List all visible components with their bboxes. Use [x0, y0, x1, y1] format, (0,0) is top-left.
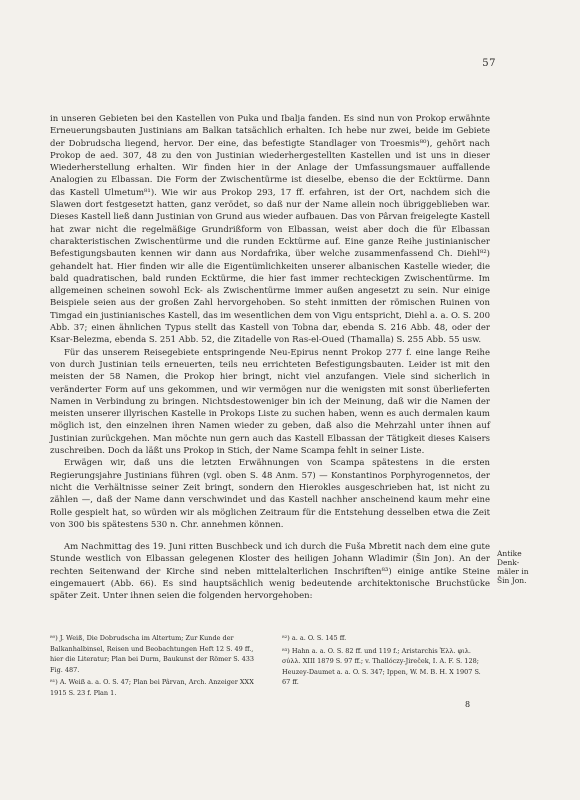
paragraph-2: Für das unserem Reisegebiete entspringende Neu-Epirus nennt Prokop 277 f. eine lange Reihe von durch Justinian teils erneuerten, teils neu errichteten Befestigungsbauten. Leider ist mit den meisten der 58 Namen, die Prokop hier bringt, nicht viel anzufangen. Viele sind sicherlich in veränderter Form auf uns gekommen, und wir vermögen nur die wenigsten mit sonst überlieferten Namen in Verbindung zu bringen. Nichtsdestoweniger bin ich der Meinung, daß wir die Namen der meisten unserer illyrischen Kastelle in Prokops Liste zu suchen haben, wenn es auch dermalen kaum möglich ist, den einzelnen ihren Namen wieder zu geben, daß also die Mehrzahl unter ihnen auf Justinian zurückgehen. Man möchte nun gern auch das Kastell Elbassan der Tätigkeit dieses Kaisers zuschreiben. Doch da läßt uns Prokop in Stich, der Name Scampa fehlt in seiner Liste. — [50, 347, 490, 457]
margin-note — [497, 549, 557, 585]
main-text — [50, 113, 490, 603]
margin-note-line: mäler in — [497, 567, 529, 576]
page-number: 57 — [482, 58, 496, 69]
footnotes-right-column — [282, 633, 487, 690]
margin-note-line: Antike — [497, 549, 522, 558]
margin-note-line: Denk- — [497, 558, 520, 567]
footnote-81: ⁸¹) A. Weiß a. a. O. S. 47; Plan bei Pârvan, Arch. Anzeiger XXX 1915 S. 23 f. Plan 1. — [50, 678, 254, 697]
margin-note-line: Šin Jon. — [497, 576, 527, 585]
footnote-83: ⁸³) Hahn a. a. O. S. 82 ff. und 119 f.; Aristarchis Ἑλλ. φιλ. σύλλ. XIII 1879 S. 97 ff.; v. Thallóczy-Jireček, I. A. F. S. 128; Heuzey-Daumet a. a. O. S. 347; Ippen, W. M. B. H. X 1907 S. 67 ff. — [282, 646, 481, 686]
sheet-number: 8 — [465, 700, 471, 709]
footnote-80: ⁸⁰) J. Weiß, Die Dobrudscha im Altertum; Zur Kunde der Balkanhalbinsel, Reisen und Beobachtungen Heft 12 S. 49 ff., hier die Literatur; Plan bei Durm, Baukunst der Römer S. 433 Fig. 487. — [50, 634, 255, 674]
footnote-82: ⁸²) a. a. O. S. 145 ff. — [282, 634, 347, 642]
paragraph-3: Erwägen wir, daß uns die letzten Erwähnungen von Scampa spätestens in die ersten Regierungsjahre Justinians führen (vgl. oben S. 48 Anm. 57) — Konstantinos Porphyrogennetos, der nicht die Verhältnisse seiner Zeit bringt, sondern den Hierokles ausgeschrieben hat, ist nicht zu zählen —, daß der Name dann verschwindet und das Kastell nachher anscheinend kaum mehr eine Rolle gespielt hat, so würden wir als möglichen Zeitraum für die Entstehung desselben etwa die Zeit von 300 bis spätestens 530 n. Chr. annehmen können. — [50, 458, 490, 530]
paragraph-1: in unseren Gebieten bei den Kastellen von Puka und Ibalja fanden. Es sind nun von Prokop erwähnte Erneuerungsbauten Justinians am Balkan tatsächlich erhalten. Ich hebe nur zwei, beide im Gebiete der Dobrudscha liegend, hervor. Der eine, das befestigte Standlager von Troesmis⁸⁰), gehört nach Prokop de aed. 307, 48 zu den von Justinian wiederhergestellten Kastellen und ist uns in dieser Wiederherstellung erhalten. Wir finden hier in der Anlage der Umfassungsmauer auffallende Analogien zu Elbassan. Die Form der Zwischentürme ist dieselbe, ebenso die der Ecktürme. Dann das Kastell Ulmetum⁸¹). Wie wir aus Prokop 293, 17 ff. erfahren, ist der Ort, nachdem sich die Slawen dort festgesetzt hatten, ganz verödet, so daß nur der Name allein noch übriggeblieben war. Dieses Kastell ließ dann Justinian von Grund aus wieder aufbauen. Das von Pârvan freigelegte Kastell hat zwar nicht die regelmäßige Grundrißform von Elbassan, weist aber doch die für Elbassan charakteristischen Zwischentürme und die runden Ecktürme auf. Eine ganze Reihe justinianischer Befestigungsbauten kennen wir dann aus Nordafrika, über welche zusammenfassend Ch. Diehl⁸²) gehandelt hat. Hier finden wir alle die Eigentümlichkeiten unserer albanischen Kastelle wieder, die bald quadratischen, bald runden Ecktürme, die hier fast immer rechteckigen Zwischentürme. Im allgemeinen scheinen sowohl Eck- als Zwischentürme immer außen angesetzt zu sein. Nur einige Beispiele seien aus der großen Zahl hervorgehoben. So steht inmitten der römischen Ruinen von Timgad ein justinianisches Kastell, das im wesentlichen dem von Vigu entspricht, Diehl a. a. O. S. 200 Abb. 37; einen ähnlichen Typus stellt das Kastell von Tobna dar, ebenda S. 216 Abb. 48, oder der Ksar-Belezma, ebenda S. 251 Abb. 52, die Zitadelle von Ras-el-Oued (Thamalla) S. 255 Abb. 55 usw. — [50, 114, 490, 346]
paragraph-4: Am Nachmittag des 19. Juni ritten Buschbeck und ich durch die Fuša Mbretit nach dem eine gute Stunde westlich von Elbassan gelegenen Kloster des heiligen Johann Wladimir (Šin Jon). An der rechten Seitenwand der Kirche sind neben mittelalterlichen Inschriften⁸³) einige antike Steine eingemauert (Abb. 66). Es sind hauptsächlich wenig bedeutende architektonische Bruchstücke später Zeit. Unter ihnen seien die folgenden hervorgehoben: — [50, 542, 490, 602]
footnotes-left-column — [50, 633, 255, 700]
